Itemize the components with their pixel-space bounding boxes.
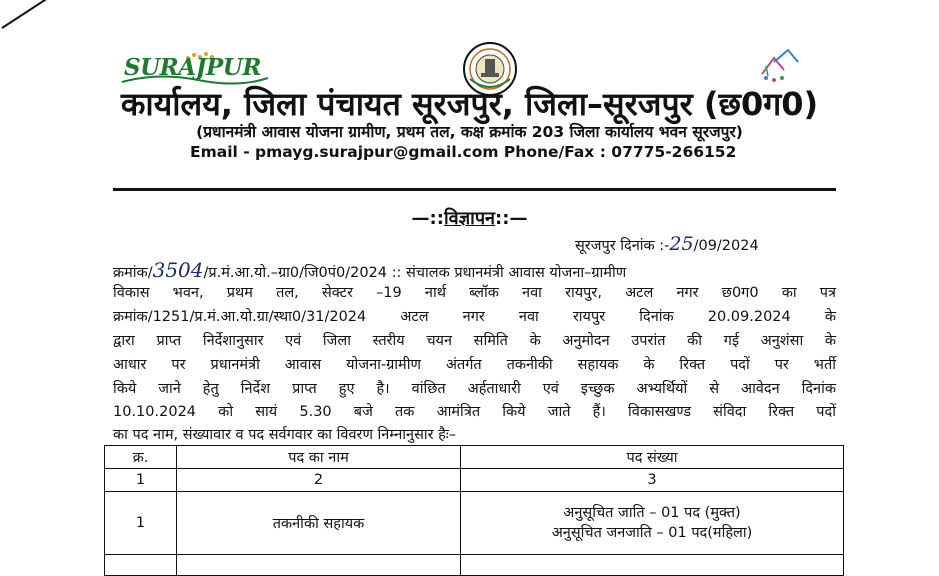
heading-text: विज्ञापन [443,208,496,229]
ref-number-handwritten: 3504 [152,258,204,282]
body-line: 10.10.2024 को सायं 5.30 बजे तक आमंत्रित किये जाते हैं। विकासखण्ड संविदा रिक्त पदों [113,404,836,420]
header-serial: क्र. [105,446,177,469]
index-cell: 3 [461,469,844,492]
table-index-row [105,469,844,492]
table-header-row [105,446,844,469]
body-line: क्रमांक/1251/प्र.मं.आ.यो.ग्रा/स्था0/31/2024 अटल नगर नवा रायपुर दिनांक 20.09.2024 के [113,309,836,325]
notice-heading [0,206,939,230]
body-line: किये जाने हेतु निर्देश प्राप्त हुए है। वांछित अर्हताधारी एवं इच्छुक अभ्यर्थियों से आवेदन दिनांक [113,381,836,397]
header-post-count: पद संख्या [461,446,844,469]
post-detail-line: अनुसूचित जनजाति – 01 पद(महिला) [551,525,753,541]
contact-line: Email - pmayg.surajpur@gmail.com Phone/Fax : 07775-266152 [190,143,737,161]
row-post-details [461,492,844,555]
logo-wordmark: SURAJPUR [124,54,261,81]
date-day-handwritten: 25 [669,233,694,255]
table-row-cutoff [105,555,844,576]
date-label: सूरजपुर दिनांक :- [575,238,670,254]
post-detail-line: अनुसूचित जाति – 01 पद (मुक्त) [563,505,741,521]
office-subtitle: (प्रधानमंत्री आवास योजना ग्रामीण, प्रथम तल, कक्ष क्रमांक 203 जिला कार्यालय भवन सूरजपुर) [196,123,743,141]
heading-suffix: ::— [495,208,528,229]
body-line: आधार पर प्रधानमंत्री आवास योजना-ग्रामीण अंतर्गत तकनीकी सहायक के रिक्त पदों पर भर्ती [113,357,836,373]
ref-label: क्रमांक/ [113,265,153,281]
body-line: द्वारा प्राप्त निर्देशानुसार एवं जिला स्तरीय चयन समिति के अनुमोदन उपरांत की गई अनुशंसा के [113,333,836,349]
index-cell: 1 [105,469,177,492]
date-line [575,233,759,255]
pen-stroke-mark [0,0,60,40]
header-divider [113,188,836,191]
date-month-year: /09/2024 [693,238,759,254]
body-line: विकास भवन, प्रथम तल, सेक्टर –19 नार्थ ब्लॉक नवा रायपुर, अटल नगर छ0ग0 का पत्र [113,285,836,301]
pmay-logo [754,44,804,86]
row-serial: 1 [105,492,177,555]
office-title: कार्यालय, जिला पंचायत सूरजपुर, जिला–सूरजपुर (छ0ग0) [120,85,819,123]
heading-prefix: —:: [411,208,444,229]
table-row [105,492,844,555]
index-cell: 2 [177,469,461,492]
reference-line [113,258,626,282]
row-post-name: तकनीकी सहायक [177,492,461,555]
vacancy-table [104,445,844,576]
body-line: का पद नाम, संख्यावार व पद सर्वगवार का विवरण निम्नानुसार हैः– [113,427,457,443]
header-post-name: पद का नाम [177,446,461,469]
ref-rest: /प्र.मं.आ.यो.–ग्रा0/जि0पं0/2024 :: संचालक प्रधानमंत्री आवास योजना–ग्रामीण [203,265,627,281]
